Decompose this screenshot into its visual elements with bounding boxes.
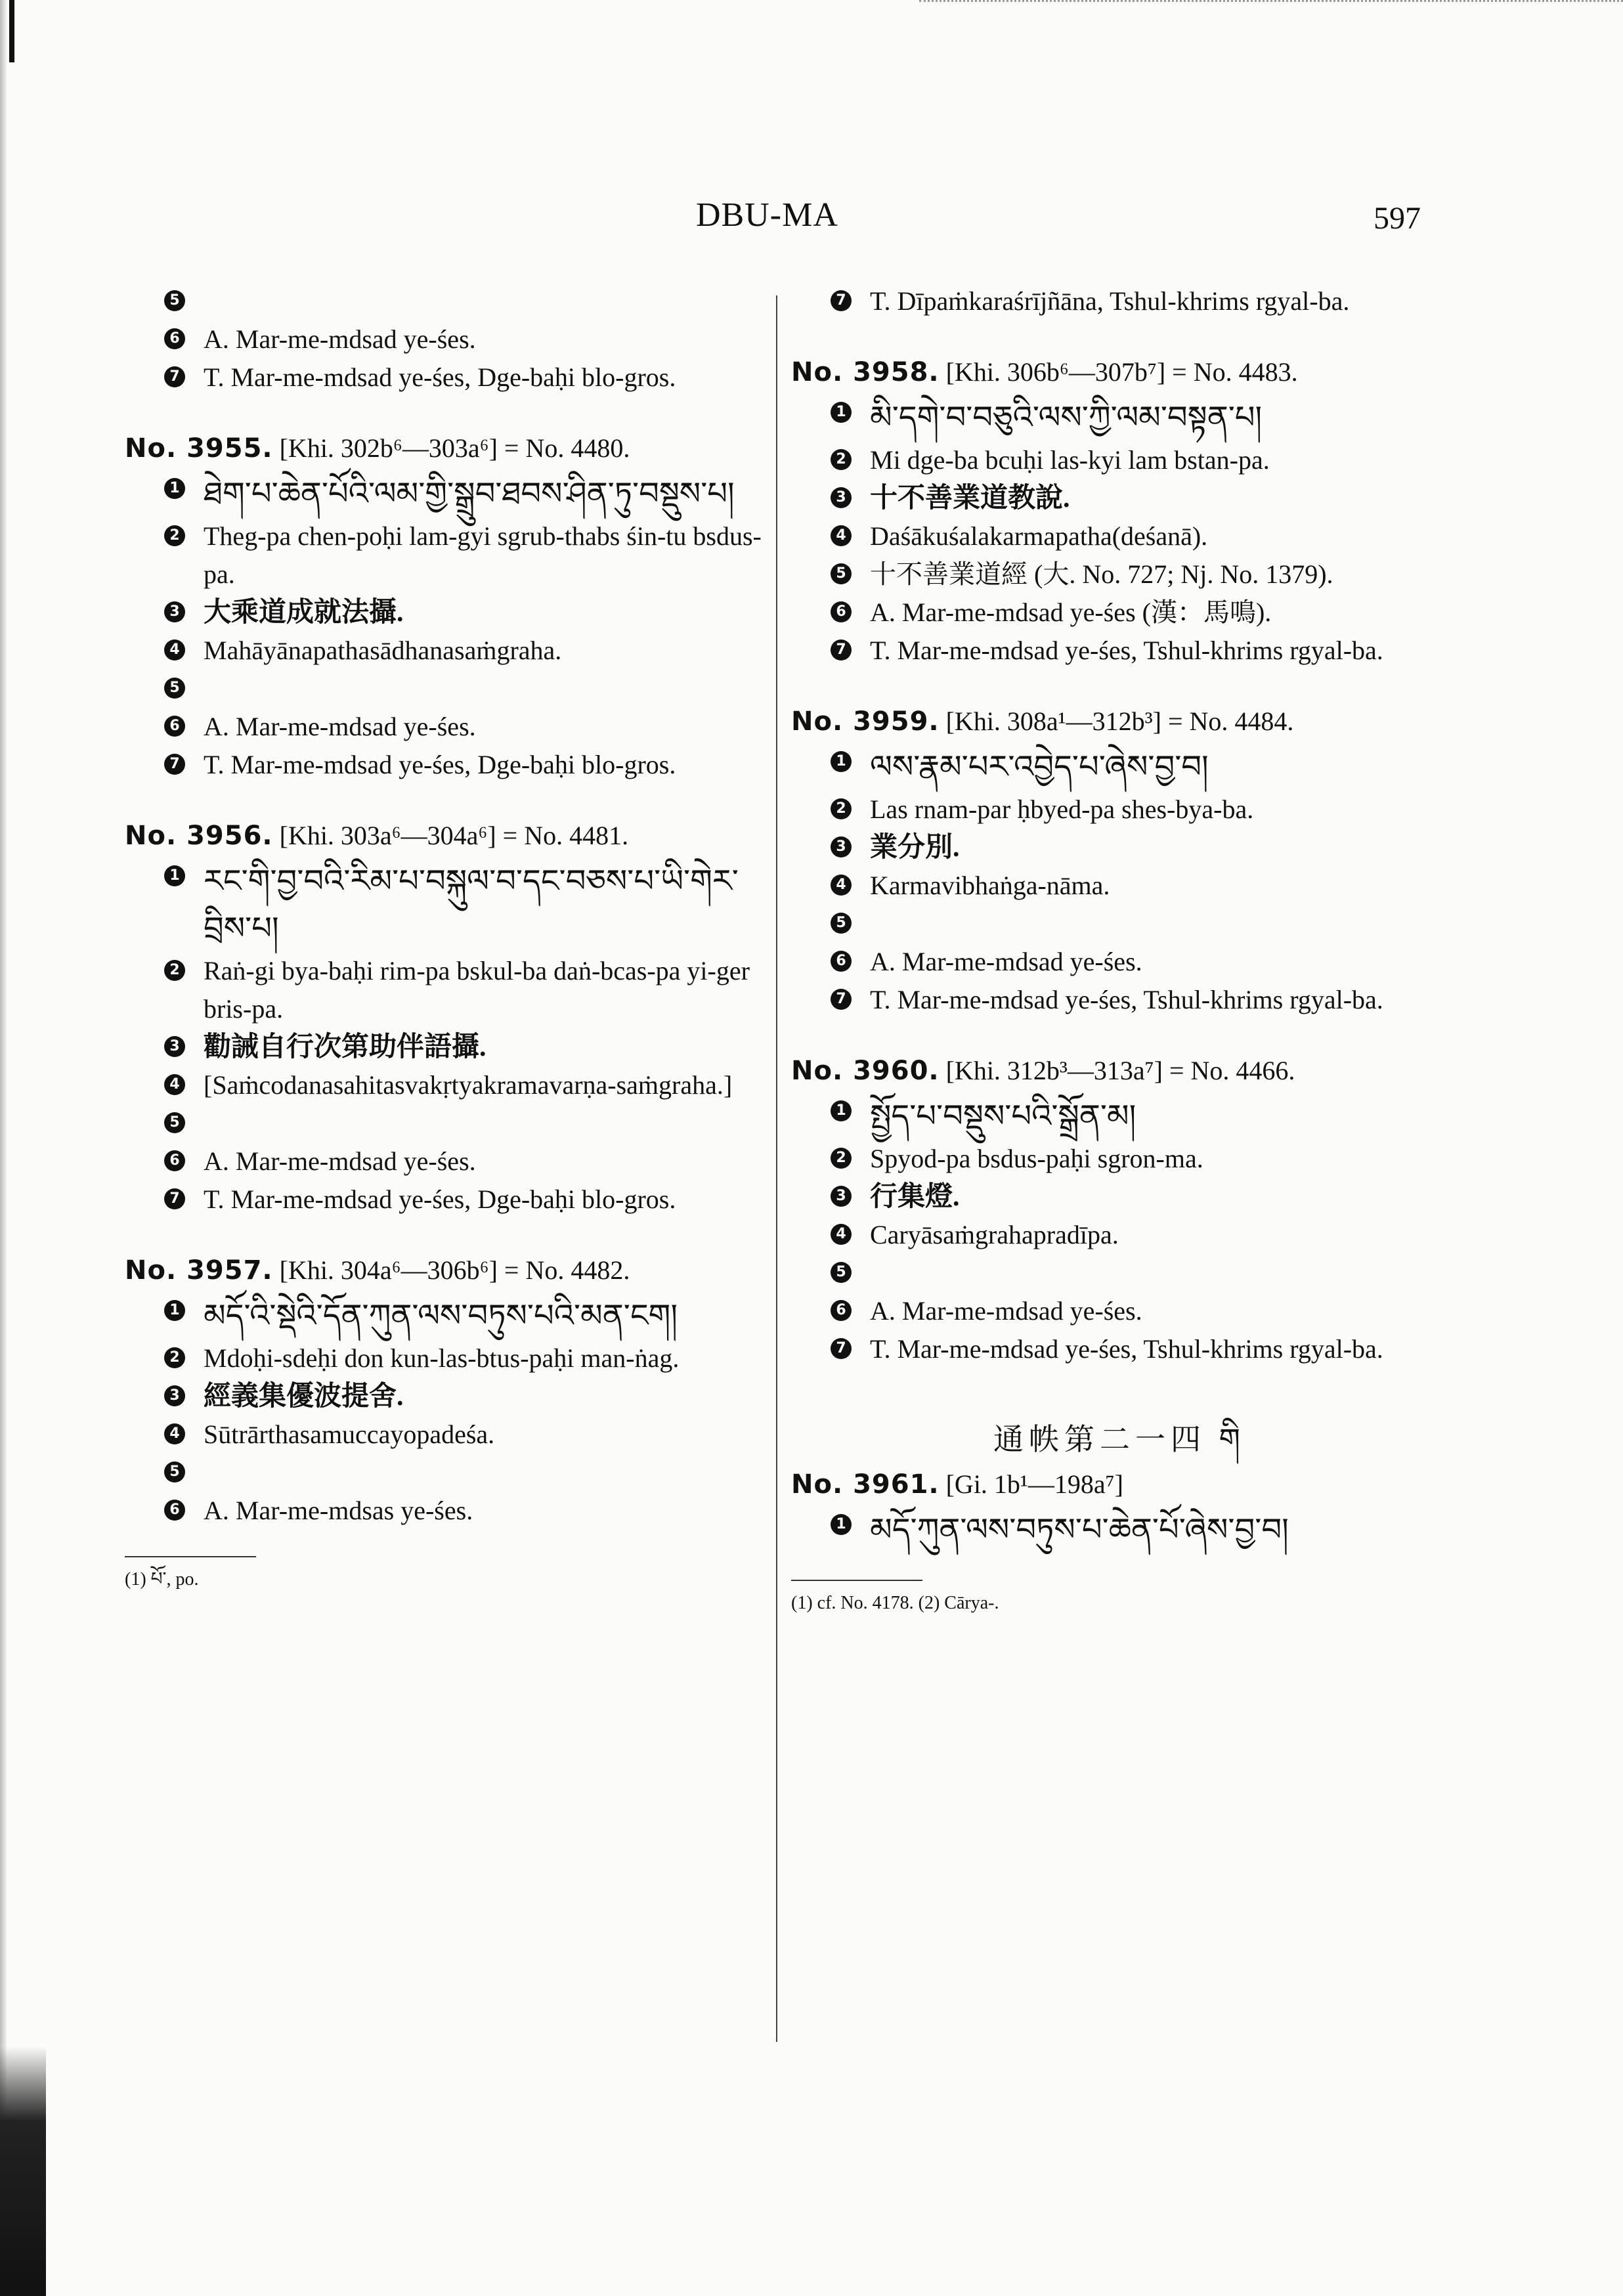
column-divider [776, 295, 777, 2042]
chinese-title: 3 業分別. [791, 829, 1448, 867]
translator: 7 T. Mar-me-mdsad ye-śes, Tshul-khrims rgyal-ba. [791, 1330, 1448, 1368]
tibetan-title: 1 སྤྱོད་པ་བསྡུས་པའི་སྒྲོན་མ། [791, 1093, 1448, 1140]
chinese-title: 3 十不善業道教說. [791, 479, 1448, 517]
author: 6 A. Mar-me-mdsad ye-śes. [125, 708, 768, 746]
footnotes: (1) cf. No. 4178. (2) Cārya-. [791, 1593, 999, 1613]
sanskrit-title: 4 Karmavibhaṅga-nāma. [791, 867, 1448, 905]
tibetan-title: 1 མདོ་ཀུན་ལས་བཏུས་པ་ཆེན་པོ་ཞེས་བྱ་བ། [791, 1506, 1448, 1553]
right-column [791, 282, 1448, 1619]
entry-heading: No. 3957. [Khi. 304a⁶—306b⁶] = No. 4482. [125, 1255, 630, 1286]
sanskrit-title: 4 Daśākuśalakarmapatha(deśanā). [791, 517, 1448, 555]
translator: 7 T. Mar-me-mdsad ye-śes, Tshul-khrims rgyal-ba. [791, 981, 1448, 1019]
entry-heading: No. 3961. [Gi. 1b¹—198a⁷] [791, 1469, 1123, 1500]
list-item: 5 [791, 905, 1448, 943]
author: 6 A. Mar-me-mdsad ye-śes. [791, 943, 1448, 981]
author: 6 A. Mar-me-mdsad ye-śes. [791, 1292, 1448, 1330]
top-rule [919, 0, 1623, 4]
translator: 7 T. Mar-me-mdsad ye-śes, Dge-baḥi blo-gros. [125, 746, 768, 784]
transliteration: 2 Las rnam-par ḥbyed-pa shes-bya-ba. [791, 791, 1448, 829]
entry-heading: No. 3960. [Khi. 312b³—313a⁷] = No. 4466. [791, 1056, 1295, 1086]
entry-heading: No. 3959. [Khi. 308a¹—312b³] = No. 4484. [791, 706, 1294, 737]
author: 6 A. Mar-me-mdsas ye-śes. [125, 1492, 768, 1530]
transliteration: 2 Theg-pa chen-poḥi lam-gyi sgrub-thabs śin-tu bsdus-pa. [125, 517, 768, 594]
entry-heading: No. 3958. [Khi. 306b⁶—307b⁷] = No. 4483. [791, 357, 1298, 387]
item-number: 5 [164, 290, 185, 311]
sanskrit-title: 4 Caryāsaṁgrahapradīpa. [791, 1216, 1448, 1254]
footnote-rule [125, 1556, 256, 1557]
chinese-title: 3 行集燈. [791, 1178, 1448, 1216]
sanskrit-title: 4 [Saṁcodanasahitasvakṛtyakramavarṇa-saṁgraha.] [125, 1066, 768, 1104]
list-item: 5 [125, 1454, 768, 1492]
list-item: 5 [125, 1104, 768, 1142]
scan-edge [0, 0, 7, 2296]
volume-heading: 通帙第二一四 གི [993, 1423, 1245, 1456]
entry-heading: No. 3956. [Khi. 303a⁶—304a⁶] = No. 4481. [125, 821, 629, 851]
tibetan-title: 1 ལས་རྣམ་པར་འབྱེད་པ་ཞེས་བྱ་བ། [791, 743, 1448, 791]
author: 6 A. Mar-me-mdsad ye-śes. [125, 1142, 768, 1180]
chinese-title: 3 大乘道成就法攝. [125, 594, 768, 632]
scan-binding-shadow [0, 2047, 46, 2296]
left-column [125, 282, 768, 1595]
running-header: DBU-MA [696, 196, 838, 234]
tibetan-title: 1 རང་གི་བྱ་བའི་རིམ་པ་བསྐུལ་བ་དང་བཅས་པ་ཡི་གེར་བྲིས་པ། [125, 857, 768, 952]
entry-heading: No. 3955. [Khi. 302b⁶—303a⁶] = No. 4480. [125, 433, 630, 464]
transliteration: 2 Mdoḥi-sdeḥi don kun-las-btus-paḥi man-ṅag. [125, 1339, 768, 1377]
list-item: 5 [125, 670, 768, 708]
chinese-parallel: 5 十不善業道經 (大. No. 727; Nj. No. 1379). [791, 555, 1448, 594]
translator: 7 T. Mar-me-mdsad ye-śes, Dge-baḥi blo-gros. [125, 1180, 768, 1219]
sanskrit-title: 4 Mahāyānapathasādhanasaṁgraha. [125, 632, 768, 670]
sanskrit-title: 4 Sūtrārthasamuccayopadeśa. [125, 1416, 768, 1454]
list-item [125, 282, 768, 320]
page-number: 597 [1374, 201, 1421, 236]
footnote: (1) པོ་, po. [125, 1569, 199, 1590]
list-item: 7 T. Mar-me-mdsad ye-śes, Dge-baḥi blo-gros. [125, 358, 768, 397]
footnote-rule [791, 1580, 922, 1581]
list-item: 5 [791, 1254, 1448, 1292]
transliteration: 2 Mi dge-ba bcuḥi las-kyi lam bstan-pa. [791, 441, 1448, 479]
transliteration: 2 Spyod-pa bsdus-paḥi sgron-ma. [791, 1140, 1448, 1178]
tibetan-title: 1 མདོ་འི་སྡེའི་དོན་ཀུན་ལས་བཏུས་པའི་མན་ངག། [125, 1292, 768, 1339]
transliteration: 2 Raṅ-gi bya-baḥi rim-pa bskul-ba daṅ-bcas-pa yi-ger bris-pa. [125, 952, 768, 1028]
chinese-title: 3 勸誡自行次第助伴語攝. [125, 1028, 768, 1066]
translator: 7 T. Mar-me-mdsad ye-śes, Tshul-khrims rgyal-ba. [791, 632, 1448, 670]
chinese-title: 3 經義集優波提舍. [125, 1377, 768, 1416]
scan-mark [9, 0, 14, 62]
tibetan-title: 1 མི་དགེ་བ་བཅུའི་ལས་ཀྱི་ལམ་བསྟན་པ། [791, 394, 1448, 441]
list-item: 6 A. Mar-me-mdsad ye-śes. [125, 320, 768, 358]
tibetan-title: 1 ཐེག་པ་ཆེན་པོའི་ལམ་གྱི་སྒྲུབ་ཐབས་ཤིན་ཏུ་བསྡུས་པ། [125, 470, 768, 517]
list-item: 7 T. Dīpaṁkaraśrījñāna, Tshul-khrims rgyal-ba. [791, 282, 1448, 320]
item-number: 7 [164, 366, 185, 387]
author: 6 A. Mar-me-mdsad ye-śes (漢：馬鳴). [791, 594, 1448, 632]
item-number: 6 [164, 328, 185, 349]
